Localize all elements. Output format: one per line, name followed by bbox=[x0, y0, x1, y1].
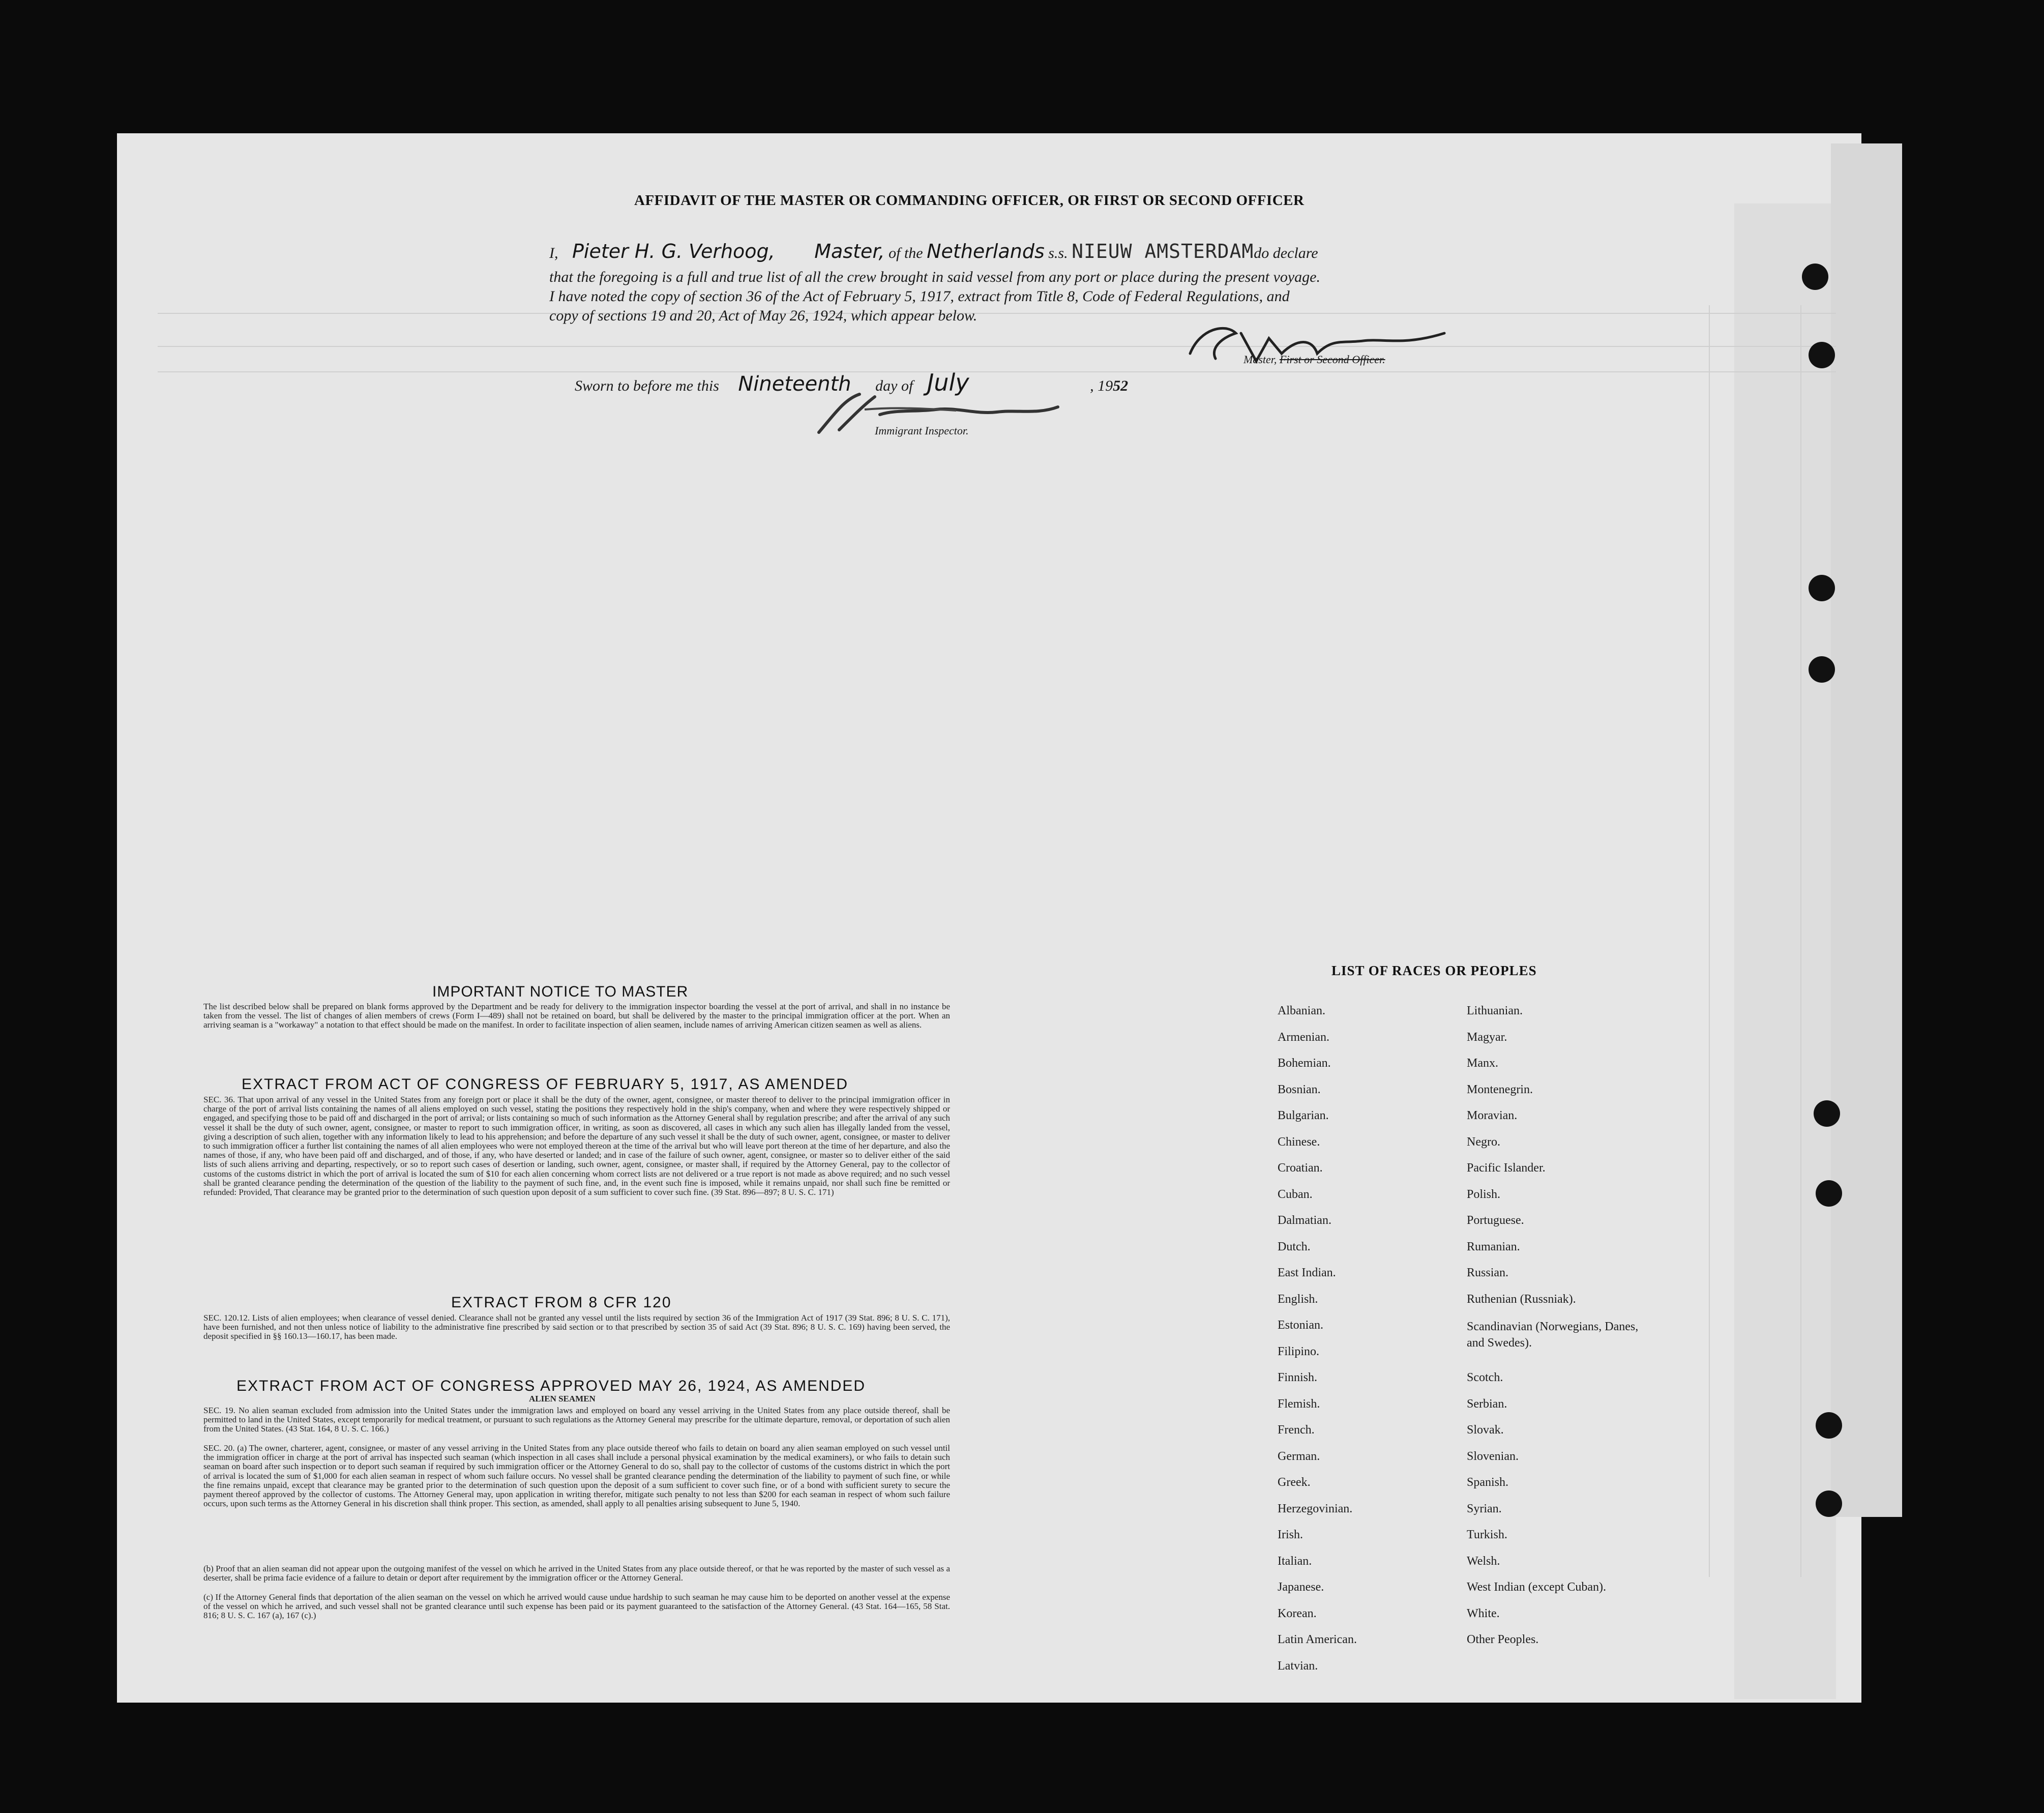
race-item: Moravian. bbox=[1467, 1109, 1518, 1122]
prefix-i: I, bbox=[549, 245, 558, 261]
punch-hole bbox=[1814, 1100, 1840, 1127]
affidavit-line-2: that the foregoing is a full and true list of all the crew brought in said vessel from any port or place during the present voyage. bbox=[549, 269, 1320, 285]
race-item: Albanian. bbox=[1278, 1004, 1325, 1017]
master-label-line bbox=[1243, 353, 1385, 366]
extract-1917-body: SEC. 36. That upon arrival of any vessel in the United States from any foreign port or place it shall be the duty of the owner, agent, consignee, or master thereof to deliver to the principal immigration officer in charge of the port of arrival lists containing the names of all aliens employed on such vessel, stating the positions they respectively hold in the ship's company, when and where they were respectively shipped or engaged, and specifying those to be paid off and discharged in the port of arrival; or lists containing so much of such information as the Attorney General shall by regulation prescribe; and after the arrival of any such vessel it shall be the duty of such owner, agent, consignee, or master to report to such immigration officer, in writing, as soon as discovered, all cases in which any such alien has illegally landed from the vessel, giving a description of such alien, together with any information likely to lead to his apprehension; and before the departure of any such vessel it shall be the duty of such owner, agent, consignee, or master to deliver to such immigration officer a further list containing the names of all alien employees who were not employed thereon at the time of the arrival but who will leave port thereon at the time of her departure, and also the names of those, if any, who have been paid off and discharged, and of those, if any, who have deserted or landed; and in case of the failure of such owner, agent, consignee, or master so to deliver either of the said lists of such aliens arriving and departing, respectively, or so to report such cases of desertion or landing, such owner, agent, consignee, or master shall, if required by the Attorney General, pay to the collector of customs of the customs district in which the port of arrival is located the sum of $10 for each alien concerning whom correct lists are not delivered or a true report is not made as above required; and no such vessel shall be granted clearance pending the determination of the question of the liability to the payment of such fine, and, in the event such fine is imposed, while it remains unpaid, nor shall such fine be remitted or refunded: Provided, That clearance may be granted prior to the determination of such question upon deposit of a sum sufficient to cover such fine. (39 Stat. 896—897; 8 U. S. C. 171) bbox=[203, 1095, 950, 1197]
master-name: Pieter H. G. Verhoog, bbox=[572, 240, 775, 262]
race-item: Dutch. bbox=[1278, 1240, 1311, 1253]
race-item: Latin American. bbox=[1278, 1633, 1357, 1646]
race-item: Bohemian. bbox=[1278, 1057, 1331, 1070]
race-item: Portuguese. bbox=[1467, 1214, 1524, 1227]
race-item: Scandinavian (Norwegians, Danes, and Swedes). bbox=[1467, 1320, 1639, 1350]
race-item: Ruthenian (Russniak). bbox=[1467, 1292, 1576, 1306]
race-item: Spanish. bbox=[1467, 1476, 1509, 1489]
rank: Master, bbox=[814, 240, 885, 262]
race-item: Montenegrin. bbox=[1467, 1083, 1533, 1096]
race-item: Herzegovinian. bbox=[1278, 1502, 1353, 1515]
struck-officer-label: First or Second Officer. bbox=[1279, 353, 1385, 366]
extract-1924-sec20c: (c) If the Attorney General finds that deportation of the alien seaman on the vessel on which he arrived would cause undue hardship to such seaman he may cause him to be deported on another vessel at the expense of the vessel on which he arrived, and such vessel shall not be granted clearance until such expense has been paid or its payment guaranteed to the satisfaction of the Attorney General. (43 Stat. 164—165, 58 Stat. 816; 8 U. S. C. 167 (a), 167 (c).) bbox=[203, 1592, 950, 1621]
notice-body: The list described below shall be prepared on blank forms approved by the Department and be ready for delivery to the immigration inspector boarding the vessel at the port of arrival, and shall in no instance be taken from the vessel. The list of changes of alien members of crews (Form I—489) shall not be retained on board, but shall be delivered by the master to the principal immigration officer at the port. When an arriving seaman is a "workaway" a notation to that effect should be made on the manifest. In order to facilitate inspection of alien seamen, include names of arriving American citizen seamen as well as aliens. bbox=[203, 1002, 950, 1030]
extract-1924-sec19: SEC. 19. No alien seaman excluded from admission into the United States under the immigration laws and employed on board any vessel arriving in the United States from any place outside thereof, shall be permitted to land in the United States, except temporarily for medical treatment, or pursuant to such regulations as the Attorney General may prescribe for the ultimate departure, removal, or deportation of such alien from the United States. (43 Stat. 164, 8 U. S. C. 166.) bbox=[203, 1406, 950, 1434]
race-item: Chinese. bbox=[1278, 1135, 1320, 1149]
race-item: Magyar. bbox=[1467, 1030, 1507, 1044]
race-item: Russian. bbox=[1467, 1266, 1509, 1279]
race-item: Armenian. bbox=[1278, 1030, 1329, 1044]
race-item: Serbian. bbox=[1467, 1397, 1507, 1411]
race-item: East Indian. bbox=[1278, 1266, 1336, 1279]
races-left-column bbox=[1278, 1004, 1357, 1685]
extract-1924-subtitle: ALIEN SEAMEN bbox=[529, 1394, 596, 1403]
race-item: Italian. bbox=[1278, 1554, 1312, 1568]
notice-title: IMPORTANT NOTICE TO MASTER bbox=[432, 983, 689, 1000]
race-item: Croatian. bbox=[1278, 1161, 1323, 1175]
month-value: July bbox=[927, 369, 969, 396]
race-item: Other Peoples. bbox=[1467, 1633, 1539, 1646]
inspector-label: Immigrant Inspector. bbox=[875, 424, 969, 437]
punch-hole bbox=[1816, 1412, 1842, 1439]
bleed-line bbox=[158, 346, 1836, 347]
affidavit-declaration-line bbox=[549, 240, 1318, 262]
race-item: Japanese. bbox=[1278, 1581, 1324, 1594]
race-item: Latvian. bbox=[1278, 1659, 1318, 1673]
race-item: Bosnian. bbox=[1278, 1083, 1321, 1096]
race-item: Syrian. bbox=[1467, 1502, 1502, 1515]
race-item: Welsh. bbox=[1467, 1554, 1500, 1568]
punch-hole bbox=[1809, 656, 1835, 683]
race-item: Estonian. bbox=[1278, 1319, 1323, 1332]
extract-cfr-title: EXTRACT FROM 8 CFR 120 bbox=[451, 1294, 672, 1311]
race-item: Pacific Islander. bbox=[1467, 1161, 1546, 1175]
year-value: 52 bbox=[1113, 377, 1129, 394]
race-item: Bulgarian. bbox=[1278, 1109, 1329, 1122]
affidavit-title: AFFIDAVIT OF THE MASTER OR COMMANDING OFFICER, OR FIRST OR SECOND OFFICER bbox=[634, 192, 1305, 209]
race-item: Negro. bbox=[1467, 1135, 1500, 1149]
extract-cfr-body: SEC. 120.12. Lists of alien employees; when clearance of vessel denied. Clearance shall not be granted any vessel until the lists required by section 36 of the Immigration Act of 1917 (39 Stat. 896; 8 U. S. C. 171), have been furnished, and not then unless notice of liability to the administrative fine prescribed by said section or to that prescribed by section 35 of said Act (39 Stat. 896; 8 U. S. C. 169) having been served, the deposit specified in §§ 160.13—160.17, has been made. bbox=[203, 1313, 950, 1341]
race-item: Flemish. bbox=[1278, 1397, 1320, 1411]
year-prefix: , 19 bbox=[1090, 377, 1113, 394]
extract-1924-sec20b: (b) Proof that an alien seaman did not appear upon the outgoing manifest of the vessel on which he arrived in the United States from any place outside thereof, or that he was reported by the master of such vessel as a deserter, shall be prima facie evidence of a failure to detain or deport after requirement by the immigration officer or the Attorney General. bbox=[203, 1564, 950, 1583]
race-item: German. bbox=[1278, 1449, 1320, 1463]
race-item: Korean. bbox=[1278, 1606, 1317, 1620]
affidavit-line-4: copy of sections 19 and 20, Act of May 26, 1924, which appear below. bbox=[549, 307, 977, 324]
of-the: of the bbox=[888, 245, 923, 261]
extract-1924-sec20a: SEC. 20. (a) The owner, charterer, agent, consignee, or master of any vessel arriving in the United States from any place outside thereof who fails to detain on board any alien seaman employed on such vessel until the immigration officer in charge at the port of arrival has inspected such seaman (which inspection in all cases shall include a personal physical examination by the medical examiners), or who fails to detain such seaman on board after such inspection or to deport such seaman if required by such immigration officer or the Attorney General to do so, shall pay to the collector of customs of the customs district in which the port of arrival is located the sum of $1,000 for each alien seaman in respect of whom such failure occurs. No vessel shall be granted clearance pending the determination of the liability to payment of such fine, or while the fine remains unpaid, except that clearance may be granted prior to the determination of such question upon the deposit of a sum sufficient to cover such fine, or of a bond with sufficient surety to secure the payment thereof approved by the collector of customs. The Attorney General may, upon application in writing therefor, mitigate such penalty to not less than $200 for each seaman in respect of whom such failure occurs, upon such terms as the Attorney General in his discretion shall think proper. This section, as amended, shall apply to all penalties arising subsequent to June 5, 1940. bbox=[203, 1443, 950, 1509]
race-item: Dalmatian. bbox=[1278, 1214, 1331, 1227]
do-declare: do declare bbox=[1254, 245, 1318, 261]
reverse-side-strip bbox=[1734, 203, 1836, 1699]
bleed-line bbox=[1800, 305, 1801, 1577]
punch-hole bbox=[1816, 1490, 1842, 1517]
bleed-line bbox=[1709, 305, 1710, 1577]
races-title: LIST OF RACES OR PEOPLES bbox=[1331, 963, 1537, 978]
extract-1917-title: EXTRACT FROM ACT OF CONGRESS OF FEBRUARY 5, 1917, AS AMENDED bbox=[242, 1076, 849, 1093]
ss-label: s.s. bbox=[1048, 245, 1068, 261]
bleed-line bbox=[158, 313, 1836, 314]
race-item: Scotch. bbox=[1467, 1371, 1503, 1384]
race-item: Turkish. bbox=[1467, 1528, 1507, 1541]
race-item: Lithuanian. bbox=[1467, 1004, 1523, 1017]
race-item: French. bbox=[1278, 1423, 1315, 1437]
nationality: Netherlands bbox=[927, 240, 1045, 262]
race-item: Slovenian. bbox=[1467, 1449, 1519, 1463]
day-of-label: day of bbox=[875, 377, 913, 394]
race-item: Finnish. bbox=[1278, 1371, 1318, 1384]
race-item: Filipino. bbox=[1278, 1344, 1320, 1358]
race-item: Polish. bbox=[1467, 1187, 1501, 1201]
extract-1924-title: EXTRACT FROM ACT OF CONGRESS APPROVED MAY 26, 1924, AS AMENDED bbox=[236, 1378, 866, 1394]
punch-hole bbox=[1809, 342, 1835, 368]
race-item: Greek. bbox=[1278, 1476, 1311, 1489]
race-item: White. bbox=[1467, 1606, 1500, 1620]
punch-hole bbox=[1809, 575, 1835, 601]
race-item: Irish. bbox=[1278, 1528, 1303, 1541]
page-edge bbox=[1831, 143, 1902, 1517]
races-right-column bbox=[1467, 1004, 1650, 1659]
master-label: Master, bbox=[1243, 353, 1277, 366]
day-value: Nineteenth bbox=[738, 372, 851, 396]
race-item: West Indian (except Cuban). bbox=[1467, 1581, 1606, 1594]
sworn-label: Sworn to before me this bbox=[575, 377, 719, 394]
race-item: Rumanian. bbox=[1467, 1240, 1520, 1253]
race-item: Cuban. bbox=[1278, 1187, 1313, 1201]
race-item: Slovak. bbox=[1467, 1423, 1504, 1437]
race-item: Manx. bbox=[1467, 1057, 1498, 1070]
race-item: English. bbox=[1278, 1292, 1318, 1306]
vessel-name: NIEUW AMSTERDAM bbox=[1072, 240, 1254, 262]
punch-hole bbox=[1816, 1180, 1842, 1207]
punch-hole bbox=[1802, 264, 1828, 290]
affidavit-line-3: I have noted the copy of section 36 of the Act of February 5, 1917, extract from Title 8, Code of Federal Regulations, and bbox=[549, 288, 1290, 305]
